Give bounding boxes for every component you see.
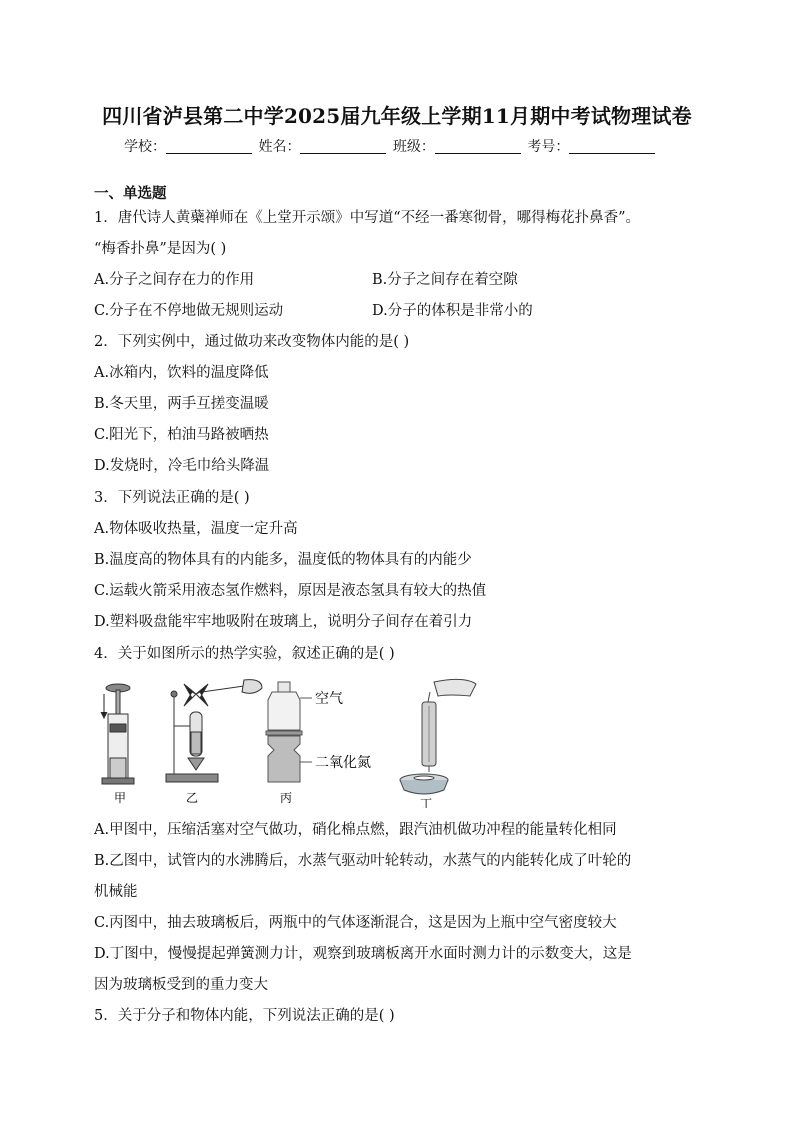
q1-stem-line1: 1．唐代诗人黄蘗禅师在《上堂开示颂》中写道“不经一番寒彻骨，哪得梅花扑鼻香”。 (94, 210, 641, 226)
q2-option-b[interactable]: B.冬天里，两手互搓变温暖 (94, 396, 269, 412)
q4-option-b-line2: 机械能 (94, 884, 138, 900)
compression-cylinder-icon (101, 684, 134, 784)
q4-option-b-line1[interactable]: B.乙图中，试管内的水沸腾后，水蒸气驱动叶轮转动，水蒸气的内能转化成了叶轮的 (94, 853, 632, 869)
q1-option-b[interactable]: B.分子之间存在着空隙 (372, 272, 518, 288)
fig-label-jia: 甲 (114, 791, 127, 805)
fig-label-yi: 乙 (186, 791, 199, 805)
fig-label-no2: 二氧化氮 (315, 756, 371, 771)
school-blank[interactable] (166, 139, 252, 154)
school-label: 学校： (124, 139, 166, 155)
q4-experiment-figure (94, 674, 494, 808)
pinwheel-tube-icon (166, 680, 262, 782)
q1-option-a[interactable]: A.分子之间存在力的作用 (94, 272, 255, 288)
fig-label-bing: 丙 (280, 791, 293, 805)
q3-option-d[interactable]: D.塑料吸盘能牢牢地吸附在玻璃上，说明分子间存在着引力 (94, 614, 473, 630)
section-heading: 一、单选题 (94, 185, 167, 202)
q2-stem: 2．下列实例中，通过做功来改变物体内能的是( ) (94, 334, 410, 350)
class-blank[interactable] (435, 139, 521, 154)
page-title: 四川省泸县第二中学2025届九年级上学期11月期中考试物理试卷 (102, 104, 692, 128)
q5-stem: 5．关于分子和物体内能，下列说法正确的是( ) (94, 1008, 395, 1024)
fig-label-ding: 丁 (420, 797, 433, 808)
q2-option-c[interactable]: C.阳光下，柏油马路被晒热 (94, 427, 269, 443)
q4-option-d-line1[interactable]: D.丁图中，慢慢提起弹簧测力计，观察到玻璃板离开水面时测力计的示数变大，这是 (94, 946, 632, 962)
q4-option-c[interactable]: C.丙图中，抽去玻璃板后，两瓶中的气体逐渐混合，这是因为上瓶中空气密度较大 (94, 915, 617, 931)
q4-option-a[interactable]: A.甲图中，压缩活塞对空气做功，硝化棉点燃，跟汽油机做功冲程的能量转化相同 (94, 822, 617, 838)
q3-option-b[interactable]: B.温度高的物体具有的内能多，温度低的物体具有的内能少 (94, 552, 472, 568)
spring-scale-icon (400, 679, 476, 794)
q3-option-a[interactable]: A.物体吸收热量，温度一定升高 (94, 521, 298, 537)
q3-option-c[interactable]: C.运载火箭采用液态氢作燃料，原因是液态氢具有较大的热值 (94, 583, 487, 599)
class-label: 班级： (392, 139, 435, 155)
number-blank[interactable] (569, 139, 655, 154)
name-blank[interactable] (300, 139, 386, 154)
q1-stem-line2: “梅香扑鼻”是因为( ) (94, 241, 227, 257)
number-label: 考号： (527, 139, 570, 155)
q4-option-d-line2: 因为玻璃板受到的重力变大 (94, 977, 268, 993)
student-info-row (124, 136, 657, 156)
gas-bottles-icon (266, 682, 312, 782)
fig-label-air: 空气 (315, 692, 343, 707)
name-label: 姓名： (258, 139, 301, 155)
q4-stem: 4．关于如图所示的热学实验，叙述正确的是( ) (94, 646, 395, 662)
q1-option-d[interactable]: D.分子的体积是非常小的 (372, 303, 533, 319)
q2-option-a[interactable]: A.冰箱内，饮料的温度降低 (94, 365, 269, 381)
q3-stem: 3．下列说法正确的是( ) (94, 490, 250, 506)
q1-option-c[interactable]: C.分子在不停地做无规则运动 (94, 303, 284, 319)
q2-option-d[interactable]: D.发烧时，冷毛巾给头降温 (94, 458, 270, 474)
